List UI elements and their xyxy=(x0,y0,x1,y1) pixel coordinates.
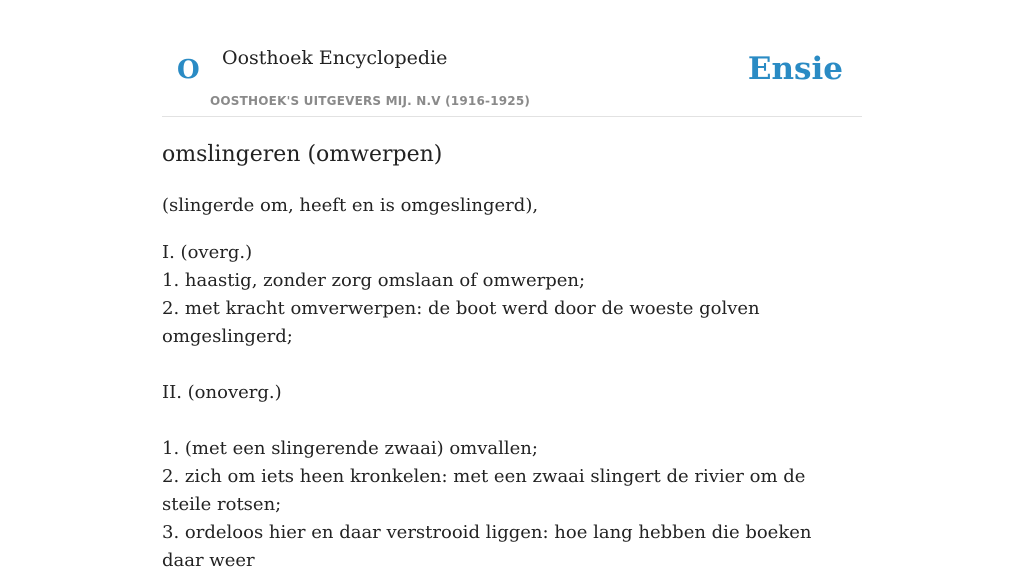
entry-body xyxy=(162,192,852,575)
source-name[interactable]: Oosthoek Encyclopedie xyxy=(222,47,448,69)
letter-badge: O xyxy=(177,55,200,85)
publisher-label: OOSTHOEK'S UITGEVERS MIJ. N.V (1916-1925) xyxy=(210,94,531,108)
paragraph-gap xyxy=(162,220,852,239)
entry-title: omslingeren (omwerpen) xyxy=(162,142,443,167)
entry-intro: (slingerde om, heeft en is omgeslingerd), xyxy=(162,195,539,216)
entry-line: 2. zich om iets heen kronkelen: met een zwaai slingert de rivier om de steile rotsen; xyxy=(162,466,806,515)
entry-line: 1. haastig, zonder zorg omslaan of omwerpen; xyxy=(162,270,586,291)
brand-logo-link[interactable]: Ensie xyxy=(747,51,843,87)
entry-line: 2. met kracht omverwerpen: de boot werd door de woeste golven omgeslingerd; xyxy=(162,298,760,347)
entry-line xyxy=(162,351,852,379)
entry-line: II. (onoverg.) xyxy=(162,382,282,403)
entry-line xyxy=(162,407,852,435)
entry-line: I. (overg.) xyxy=(162,242,253,263)
entry-line: 3. ordeloos hier en daar verstrooid liggen: hoe lang hebben die boeken daar weer xyxy=(162,522,812,571)
entry-line: 1. (met een slingerende zwaai) omvallen; xyxy=(162,438,538,459)
site-header xyxy=(162,0,862,117)
